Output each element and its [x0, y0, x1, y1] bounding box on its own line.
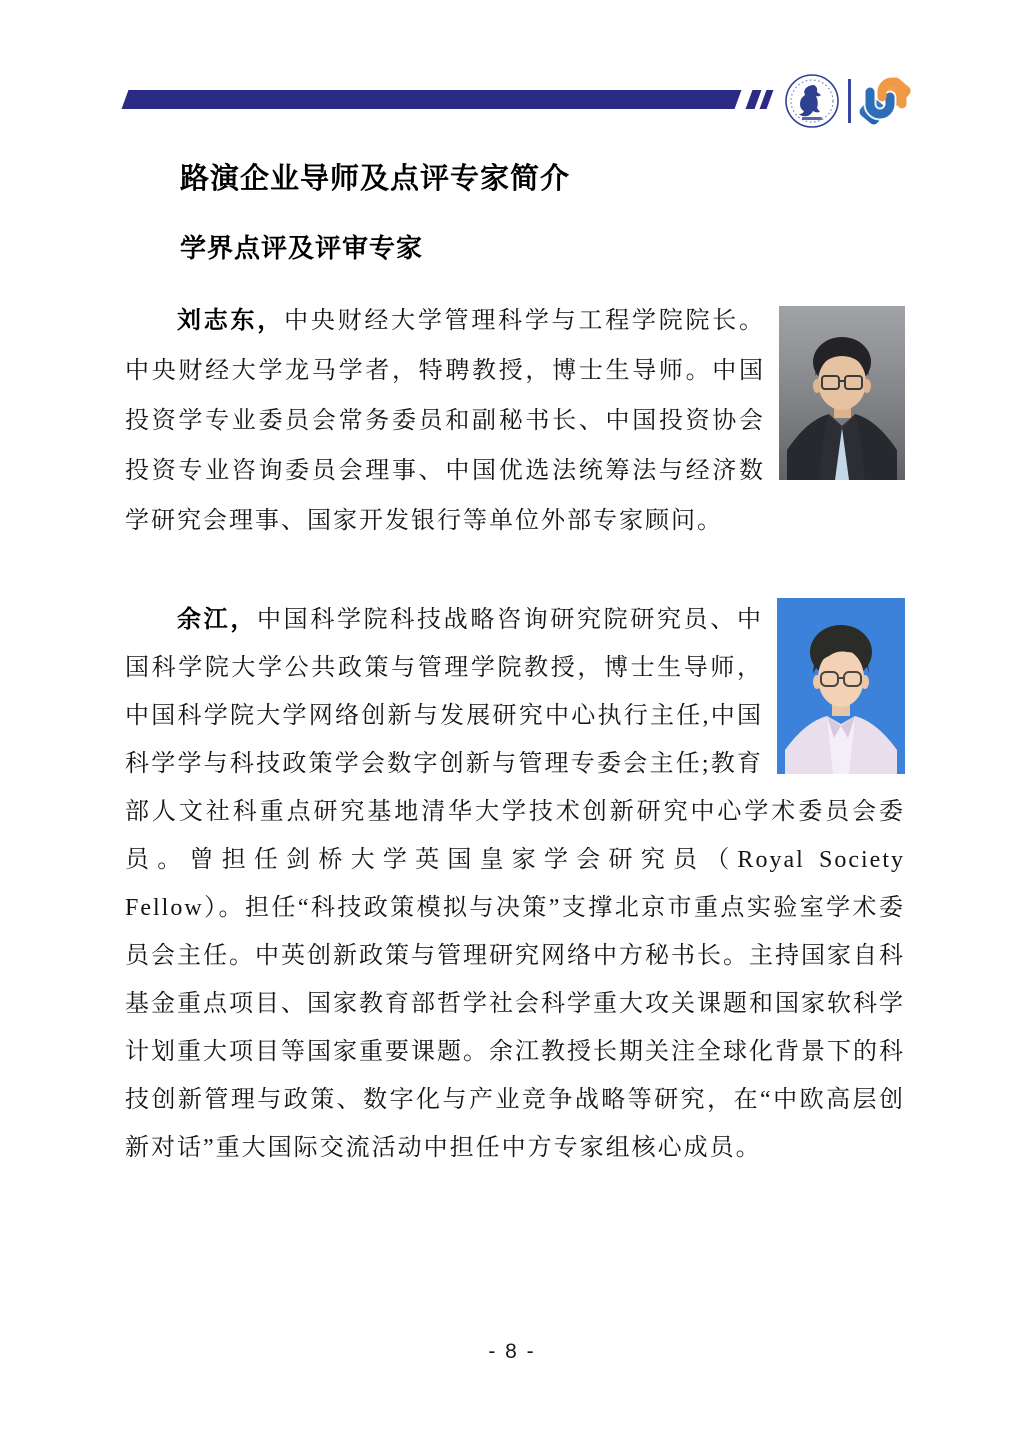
expert-portrait-photo [777, 598, 905, 774]
section-title: 学界点评及评审专家 [180, 233, 424, 263]
portrait-gray-suit [779, 306, 905, 480]
expert-bio-text: 中国科学院科技战略咨询研究院研究员、中国科学院大学公共政策与管理学院教授，博士生导师，中国科学院大学网络创新与发展研究中心执行主任,中国科学学与科技政策学会数字创新与管理专委会主任;教育部人文社科重点研究基地清华大学技术创新研究中心学术委员会委员。曾担任剑桥大学英国皇家学会研究员（Royal Society Fellow）。担任“科技政策模拟与决策”支撑北京市重点实验室学术委员会主任。中英创新政策与管理研究网络中方秘书长。主持国家自科基金重点项目、国家教育部哲学社会科学重大攻关课题和国家软科学计划重大项目等国家重要课题。余江教授长期关注全球化背景下的科技创新管理与政策、数字化与产业竞争战略等研究，在“中欧高层创新对话”重大国际交流活动中担任中方专家组核心成员。 [125, 606, 905, 1161]
page-number: - 8 - [488, 1340, 536, 1363]
portrait-blue-id-photo [777, 598, 905, 774]
expert-portrait-photo [779, 306, 905, 480]
expert-name: 余江， [177, 606, 257, 633]
expert-bio-text: 中央财经大学管理科学与工程学院院长。中央财经大学龙马学者，特聘教授，博士生导师。中国投资学专业委员会常务委员和副秘书长、中国投资协会投资专业咨询委员会理事、中国优选法统筹法与经济数学研究会理事、国家开发银行等单位外部专家顾问。 [125, 307, 766, 534]
document-content [125, 0, 905, 1172]
expert-bio-yujiang [125, 596, 905, 1172]
page-title: 路演企业导师及点评专家简介 [180, 163, 571, 195]
expert-bio-liuzhidong [125, 296, 905, 546]
expert-name: 刘志东， [177, 307, 285, 334]
